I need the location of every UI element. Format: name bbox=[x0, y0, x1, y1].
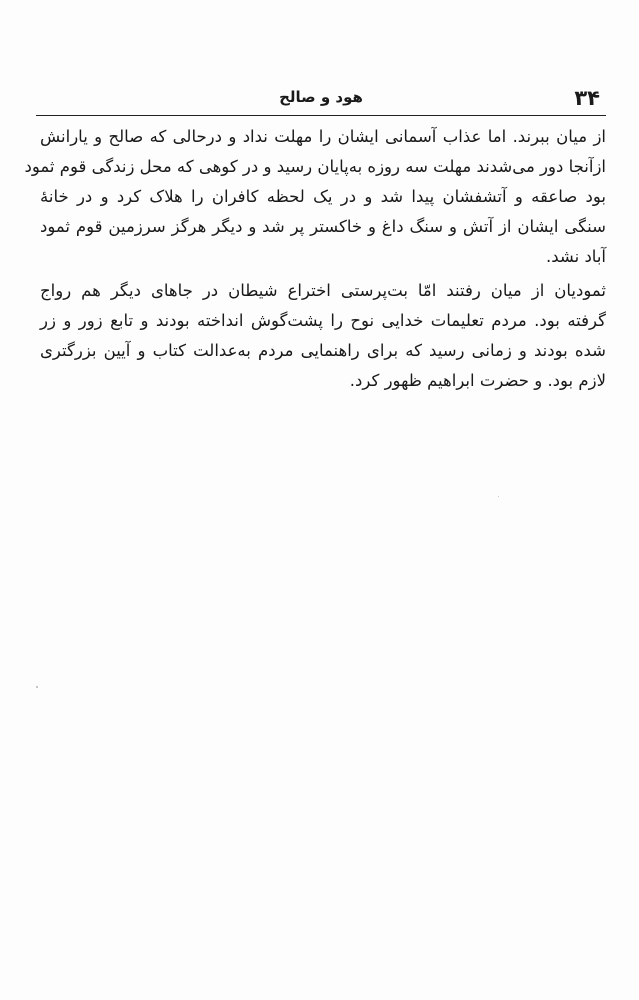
paragraph-1 bbox=[24, 122, 606, 272]
running-title: هود و صالح bbox=[279, 88, 363, 106]
text-line: ازآنجا دور می‌شدند مهلت سه روزه به‌پایان رسید و در کوهی که محل زندگی قوم ثمود bbox=[24, 157, 606, 176]
header-rule bbox=[36, 115, 606, 116]
paper-speck bbox=[498, 496, 499, 497]
text-line: سنگی ایشان از آتش و سنگ داغ و خاکستر پر شد و دیگر هرگز سرزمین قوم ثمود bbox=[40, 217, 606, 236]
text-line: بود صاعقه و آتشفشان پیدا شد و در یک لحظه کافران را هلاک کرد و در خانهٔ bbox=[40, 187, 606, 206]
body-text bbox=[24, 122, 606, 396]
text-line: شده بودند و زمانی رسید که برای راهنمایی مردم به‌عدالت کتاب و آیین بزرگتری bbox=[40, 341, 606, 360]
paper-speck bbox=[36, 686, 38, 688]
text-line: آباد نشد. bbox=[545, 247, 606, 266]
text-line: گرفته بود. مردم تعلیمات خدایی نوح را پشت‌گوش انداخته بودند و تابع زور و زر bbox=[40, 311, 606, 330]
text-line: از میان ببرند. اما عذاب آسمانی ایشان را مهلت نداد و درحالی که صالح و یارانش bbox=[40, 127, 606, 146]
text-line: ثمودیان از میان رفتند امّا بت‌پرستی اختراع شیطان در جاهای دیگر هم رواج bbox=[40, 281, 606, 300]
paragraph-2 bbox=[40, 276, 606, 396]
page-header bbox=[36, 84, 606, 114]
text-line: لازم بود. و حضرت ابراهیم ظهور کرد. bbox=[349, 371, 606, 390]
page-number: ۳۴ bbox=[574, 86, 600, 110]
